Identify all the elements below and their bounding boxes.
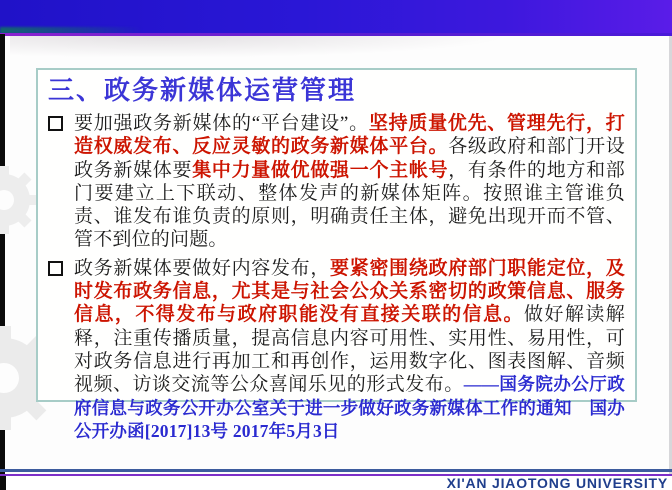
bullet-paragraph-2 [46,257,625,443]
university-name: XI'AN JIAOTONG UNIVERSITY [446,475,668,490]
body-text: 各级政府和部门开设政务新媒体要 [74,136,625,181]
left-edge-bar [0,34,5,490]
slide-footer [0,469,672,490]
body-text: 政务新媒体要做好内容发布， [74,257,331,279]
body-text: 要加强政务新媒体的“平台建设”。 [74,113,369,134]
body-text: 做好解读解释，注重传播质量，提高信息内容可用性、实用性、易用性，可对政务信息进行再加工和再创作，运用数字化、图表图解、音频视频、访谈交流等公众喜闻乐见的形式发布。 [74,304,625,396]
body-text: ，有条件的地方和部门要建立上下联动、整体发声的新媒体矩阵。按照谁主管谁负责、谁发布谁负责的原则，明确责任主体，避免出现开而不管、管不到位的问题。 [74,159,625,251]
emphasis-text: 要紧密围绕政府部门职能定位，及时发布政务信息，尤其是与社会公众关系密切的政策信息、服务信息，不得发布与政府职能没有直接关联的信息。 [74,257,625,326]
top-banner [0,0,672,36]
citation-text: ——国务院办公厅政府信息与政务公开办公室关于进一步做好政务新媒体工作的通知 国办公开办函[2017]13号 2017年5月3日 [74,374,625,441]
emphasis-text: 坚持质量优先、管理先行，打造权威发布、反应灵敏的政务新媒体平台。 [74,113,625,158]
bullet-square-icon [48,261,63,276]
emphasis-text: 集中力量做优做强一个主帐号 [192,159,449,181]
slide-title: 三、政务新媒体运营管理 [48,76,357,105]
top-banner-shadow [10,36,510,58]
footer-band [0,476,672,490]
bullet-paragraph-1 [46,112,625,252]
content-box [36,68,637,441]
bullet-square-icon [48,116,63,131]
footer-navy-line [0,469,672,472]
footer-corner-block [0,476,6,490]
